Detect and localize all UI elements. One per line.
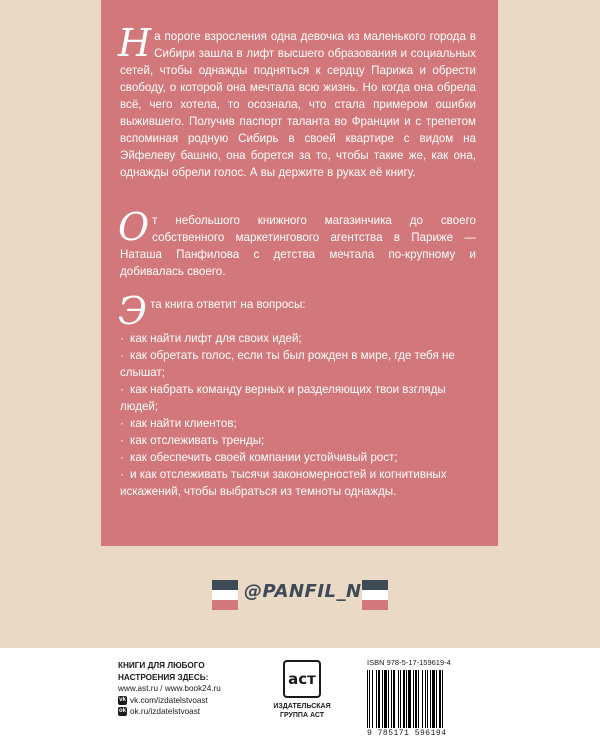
ok-link: ok.ru/izdatelstvoast <box>130 707 201 716</box>
list-item: · как набрать команду верных и разделяющих твои взгляды людей; <box>120 383 446 413</box>
shop-heading-2: НАСТРОЕНИЯ ЗДЕСЬ: <box>118 672 209 682</box>
author-paragraph <box>118 205 476 280</box>
intro-text: а пороге взросления одна девочка из маленького города в Сибири зашла в лифт высшего образования и социальных сетей, чтобы однажды подняться к сердцу Парижа и обрести свободу, о которой она мечтала всю жизнь. Но когда она обрела всё, чего хотела, то осознала, что стала примером ошибки выжившего. Получив паспорт таланта во Франции и с трепетом вспоминая родную Сибирь в своей квартире с видом на Эйфелеву башню, она борется за то, чтобы такие же, как она, однажды обрели голос. А вы держите в руках её книгу. <box>120 30 476 179</box>
barcode-icon <box>367 670 497 728</box>
questions-lead-text: та книга ответит на вопросы: <box>150 298 306 311</box>
publisher-line-2: ГРУППА АСТ <box>280 712 324 719</box>
list-item: · как обеспечить своей компании устойчивый рост; <box>120 451 398 464</box>
author-dropcap: О <box>118 205 150 249</box>
description-panel <box>101 0 498 546</box>
author-text: т небольшого книжного магазинчика до своего собственного маркетингового агентства в Париже — Наташа Панфилова с детства мечтала по-крупному и добивалась своего. <box>120 214 476 278</box>
publisher-line-1: ИЗДАТЕЛЬСКАЯ <box>273 703 331 710</box>
ok-icon: ok <box>118 708 126 715</box>
vk-line <box>118 695 278 707</box>
list-item: · как отслеживать тренды; <box>120 434 265 447</box>
shop-heading-1: КНИГИ ДЛЯ ЛЮБОГО <box>118 661 205 670</box>
list-item: · как найти клиентов; <box>120 417 237 430</box>
shop-info <box>118 660 278 718</box>
back-cover-footer <box>0 648 600 750</box>
intro-dropcap: Н <box>118 21 152 65</box>
vk-link: vk.com/izdatelstvoast <box>130 695 208 705</box>
handle-text: @PANFIL_N <box>244 581 362 602</box>
questions-list <box>120 330 470 500</box>
questions-dropcap: Э <box>118 289 148 333</box>
author-handle <box>210 580 390 610</box>
isbn-text: ISBN 978-5-17-159619-4 <box>367 658 451 667</box>
shop-sites: www.ast.ru / www.book24.ru <box>118 684 221 693</box>
list-item: · как найти лифт для своих идей; <box>120 332 302 345</box>
barcode-number: 9 785171 596194 <box>367 729 447 738</box>
ast-logo-icon: аст <box>283 660 321 698</box>
barcode-block <box>367 658 497 738</box>
vk-icon: vk <box>119 696 126 703</box>
list-item: · и как отслеживать тысячи закономерностей и когнитивных искажений, чтобы выбраться из темноты однажды. <box>120 468 447 498</box>
intro-paragraph <box>118 21 476 181</box>
list-item: · как обретать голос, если ты был рожден в мире, где тебя не слышат; <box>120 349 455 379</box>
flag-brush-left-icon <box>210 580 240 610</box>
flag-brush-right-icon <box>360 580 390 610</box>
questions-lead <box>118 289 476 333</box>
publisher-logo <box>268 660 336 720</box>
ok-line <box>118 706 278 718</box>
